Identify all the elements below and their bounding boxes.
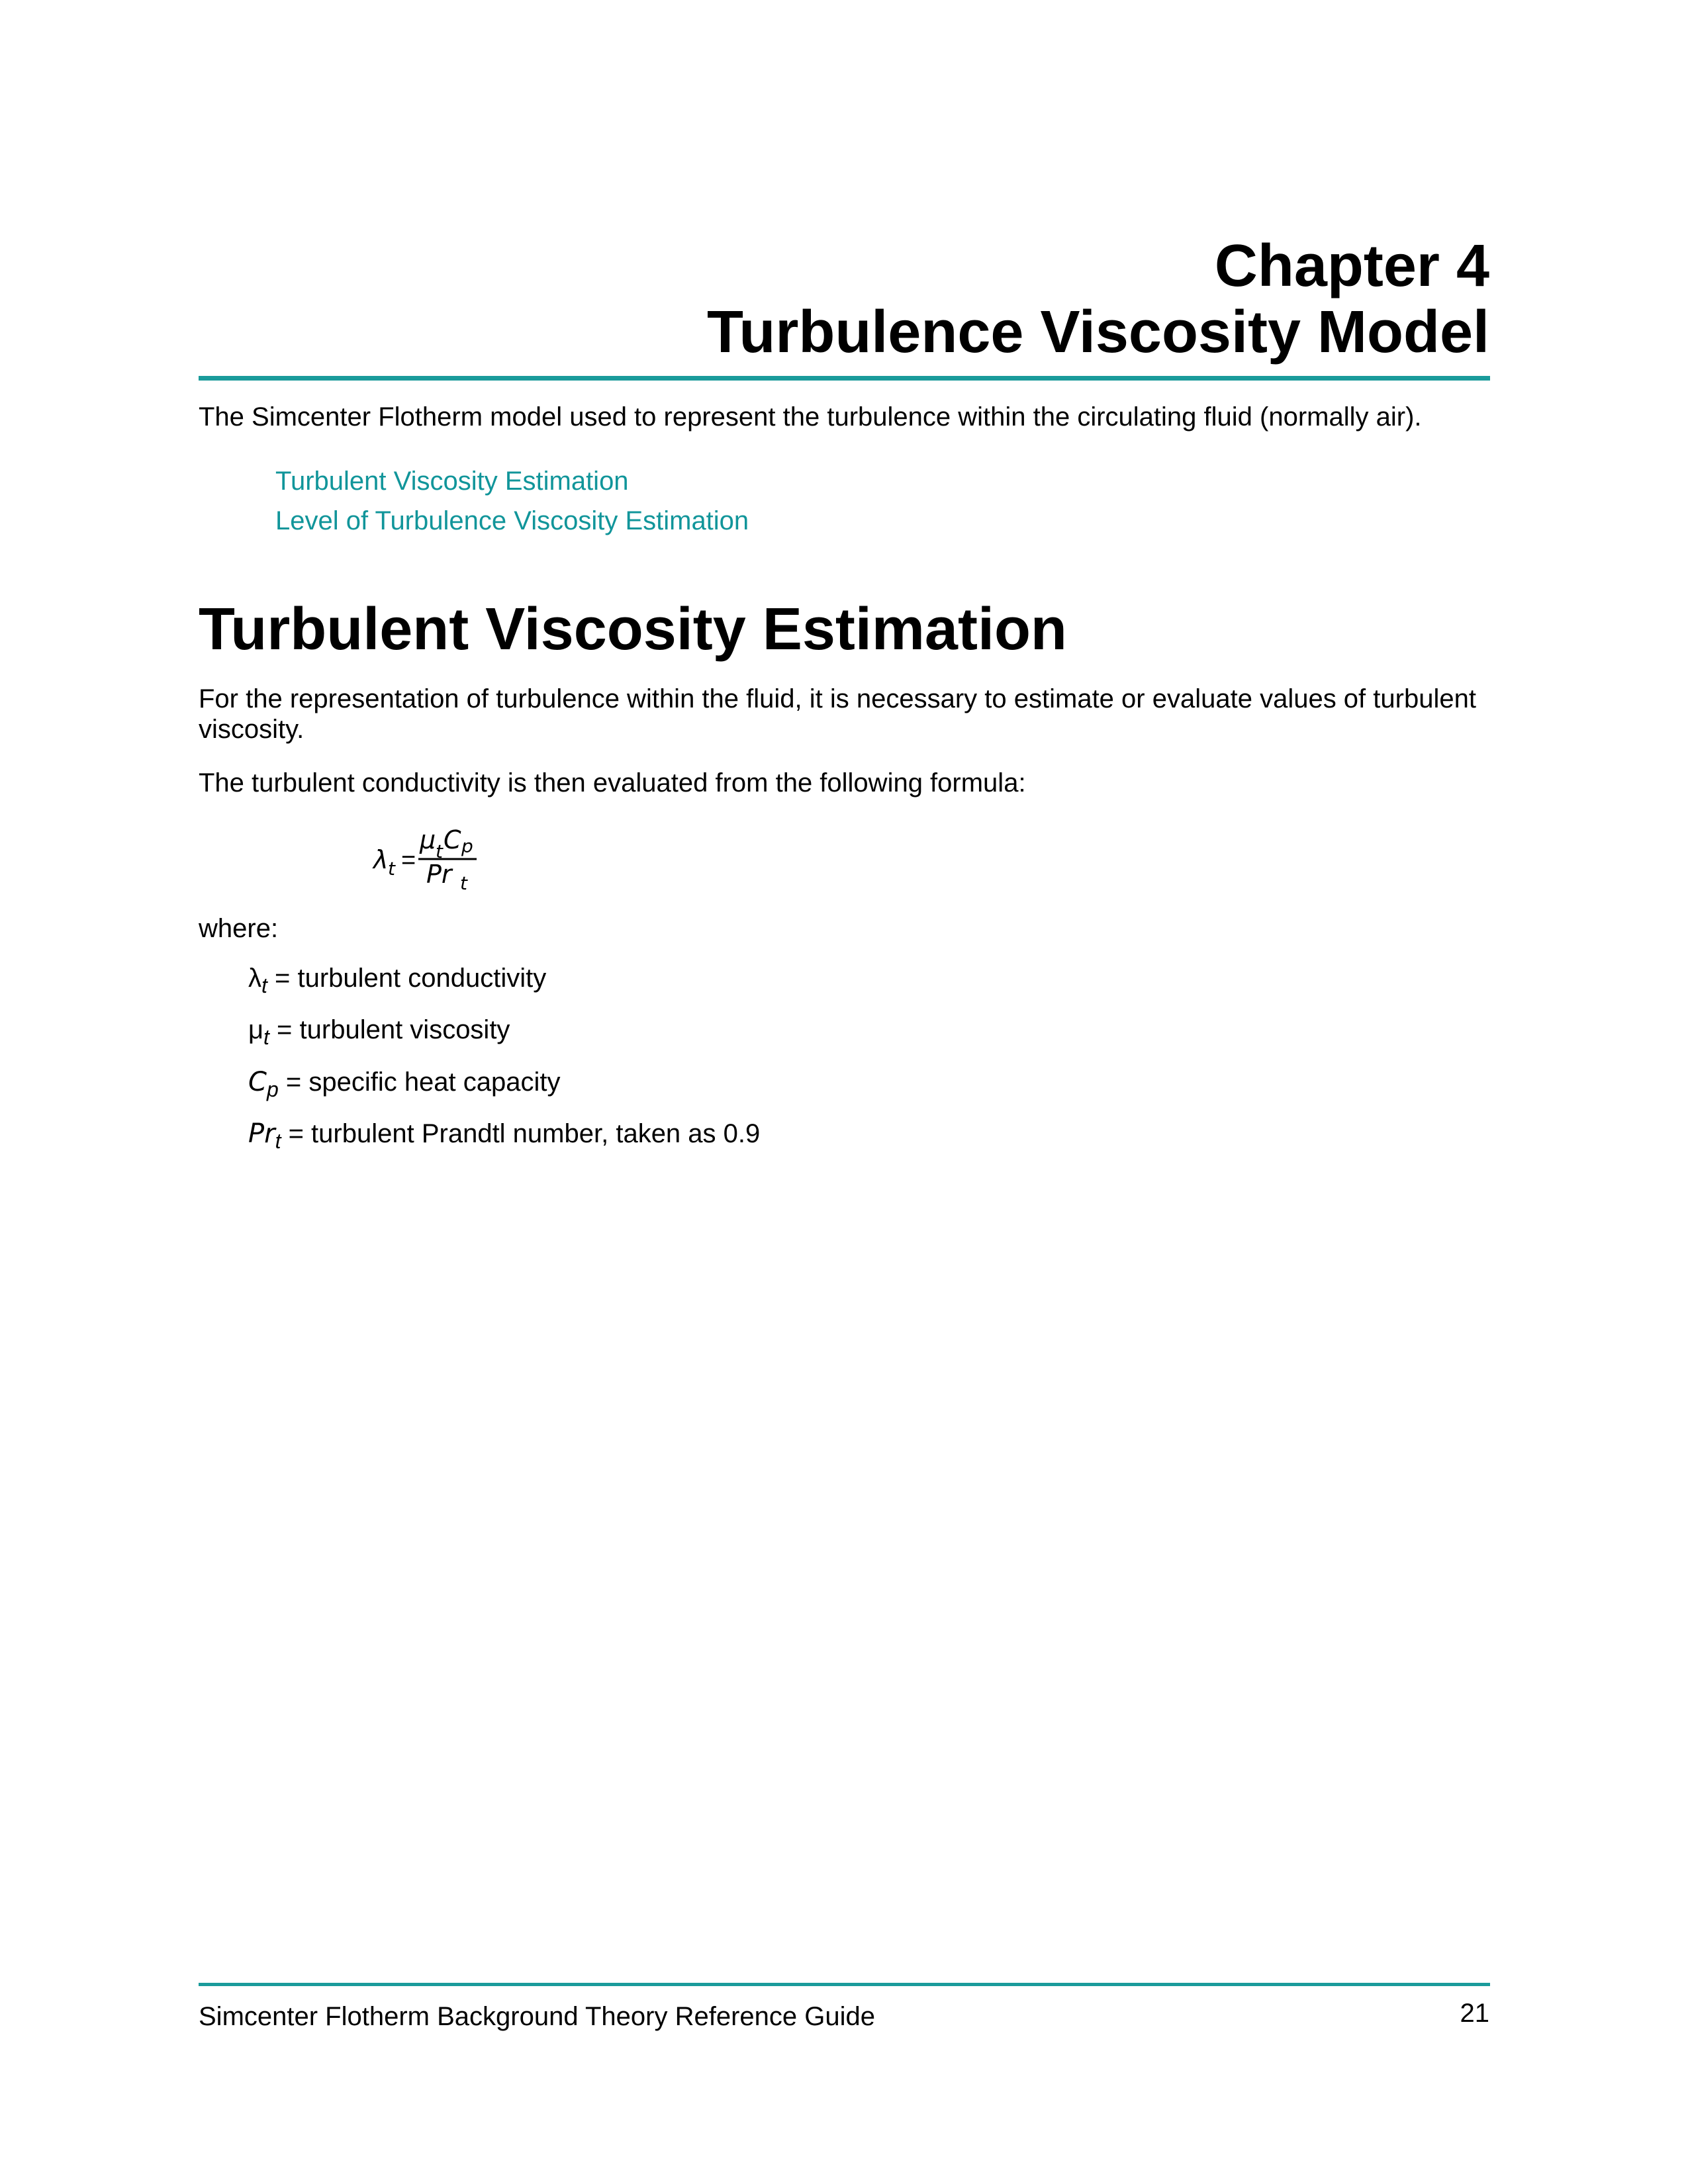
- formula-num-c: C: [444, 825, 461, 854]
- formula-num-mu: μ: [420, 825, 436, 854]
- turbulent-conductivity-formula: [371, 821, 503, 893]
- footer-guide-title: Simcenter Flotherm Background Theory Reference Guide: [199, 2002, 875, 2031]
- definition-symbol: μ: [248, 1015, 264, 1044]
- formula-den-pr: Pr: [426, 860, 452, 889]
- definition-subscript: t: [261, 974, 267, 997]
- definition-text: = turbulent conductivity: [267, 964, 547, 993]
- definition-text: = turbulent Prandtl number, taken as 0.9: [281, 1119, 761, 1148]
- chapter-label: Chapter 4: [1214, 233, 1489, 299]
- definition-symbol: λ: [248, 964, 261, 993]
- footer-divider: [199, 1983, 1490, 1986]
- definition-item: [248, 964, 546, 998]
- chapter-divider: [199, 376, 1490, 381]
- section-title: Turbulent Viscosity Estimation: [199, 596, 1067, 662]
- chapter-heading: [430, 233, 1489, 365]
- definition-item: [248, 1015, 510, 1050]
- toc-link-level-of-turbulence[interactable]: Level of Turbulence Viscosity Estimation: [275, 506, 749, 535]
- definition-symbol: C: [248, 1067, 267, 1097]
- formula-num-mu-sub: t: [436, 841, 443, 862]
- formula-lhs: λ: [373, 845, 389, 874]
- chapter-intro: The Simcenter Flotherm model used to represent the turbulence within the circulating fluid (normally air).: [199, 402, 1422, 432]
- chapter-title: Turbulence Viscosity Model: [707, 299, 1489, 365]
- definition-subscript: t: [263, 1025, 269, 1049]
- definition-subscript: p: [266, 1077, 279, 1101]
- page-number: 21: [1460, 1999, 1489, 2028]
- definition-subscript: t: [275, 1129, 281, 1153]
- definition-item: [248, 1118, 760, 1154]
- formula-equals: =: [401, 846, 416, 874]
- definition-text: = turbulent viscosity: [269, 1015, 510, 1044]
- toc-link-turbulent-viscosity-estimation[interactable]: Turbulent Viscosity Estimation: [275, 467, 629, 496]
- formula-lhs-sub: t: [388, 858, 395, 880]
- definition-item: [248, 1067, 561, 1102]
- formula-den-sub: t: [460, 872, 467, 893]
- definition-text: = specific heat capacity: [278, 1068, 561, 1097]
- definition-symbol: Pr: [248, 1118, 275, 1149]
- where-label: where:: [199, 914, 279, 943]
- formula-num-c-sub: p: [461, 835, 473, 857]
- section-paragraph-2: The turbulent conductivity is then evaluated from the following formula:: [199, 768, 1026, 797]
- section-paragraph-1: For the representation of turbulence within the fluid, it is necessary to estimate or evaluate values of turbulent viscosity.: [199, 684, 1476, 744]
